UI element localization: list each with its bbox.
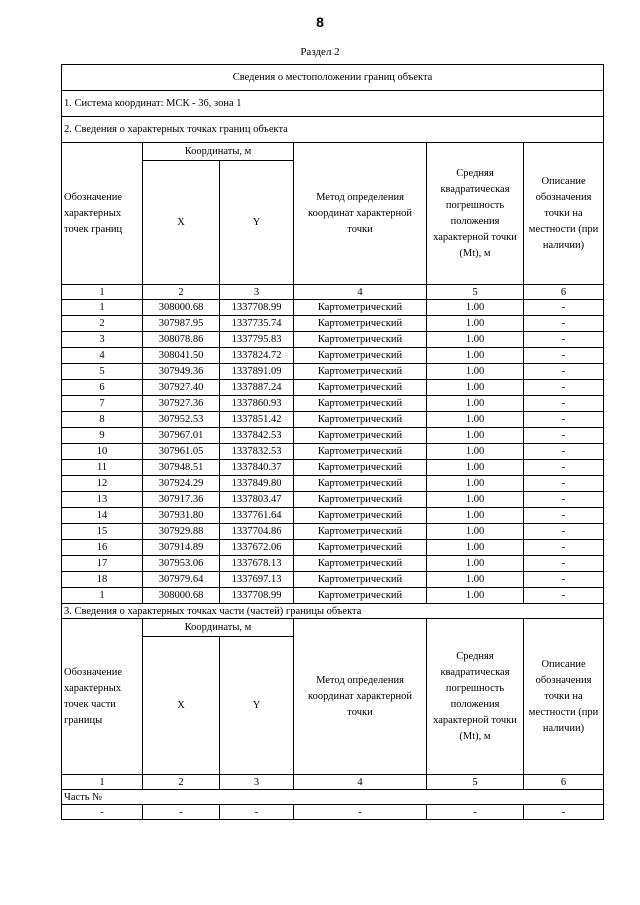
coord-system: 1. Система координат: МСК - 36, зона 1 [62, 91, 604, 117]
cell-description: - [524, 444, 604, 460]
table-row [62, 348, 604, 364]
cell-y: 1337803.47 [220, 492, 294, 508]
cell-point: 17 [62, 556, 143, 572]
cell-description: - [524, 364, 604, 380]
table-title: Сведения о местоположении границ объекта [62, 65, 604, 91]
cell-y: 1337887.24 [220, 380, 294, 396]
header-point-label-part: Обозначение характерных точек части границы [62, 619, 143, 775]
table-row [62, 396, 604, 412]
cell-method: - [294, 805, 427, 820]
cell-description: - [524, 476, 604, 492]
cell-method: Картометрический [294, 316, 427, 332]
header-y: Y [220, 161, 294, 285]
cell-method: Картометрический [294, 492, 427, 508]
cell-y: 1337672.06 [220, 540, 294, 556]
cell-accuracy: 1.00 [427, 300, 524, 316]
cell-x: 307949.36 [143, 364, 220, 380]
header-description: Описание обозначения точки на местности (при наличии) [524, 143, 604, 285]
cell-description: - [524, 396, 604, 412]
cell-x: 308000.68 [143, 300, 220, 316]
column-number: 3 [220, 285, 294, 300]
header-description-part: Описание обозначения точки на местности (при наличии) [524, 619, 604, 775]
cell-method: Картометрический [294, 300, 427, 316]
cell-accuracy: - [427, 805, 524, 820]
cell-description: - [524, 460, 604, 476]
column-number: 3 [220, 775, 294, 790]
cell-description: - [524, 540, 604, 556]
table-row [62, 540, 604, 556]
cell-y: 1337708.99 [220, 300, 294, 316]
cell-accuracy: 1.00 [427, 492, 524, 508]
cell-point: 14 [62, 508, 143, 524]
table-row [62, 572, 604, 588]
cell-description: - [524, 572, 604, 588]
table-row [62, 300, 604, 316]
cell-point: 4 [62, 348, 143, 364]
cell-x: 307948.51 [143, 460, 220, 476]
column-numbers [62, 285, 604, 300]
cell-y: 1337735.74 [220, 316, 294, 332]
table-row [62, 492, 604, 508]
cell-accuracy: 1.00 [427, 572, 524, 588]
cell-y: 1337704.86 [220, 524, 294, 540]
cell-point: 1 [62, 300, 143, 316]
cell-point: - [62, 805, 143, 820]
cell-accuracy: 1.00 [427, 460, 524, 476]
cell-y: - [220, 805, 294, 820]
cell-y: 1337761.64 [220, 508, 294, 524]
cell-description: - [524, 805, 604, 820]
table-row [62, 316, 604, 332]
cell-point: 3 [62, 332, 143, 348]
header-x-part: X [143, 637, 220, 775]
cell-y: 1337840.37 [220, 460, 294, 476]
cell-x: 307917.36 [143, 492, 220, 508]
cell-x: 307952.53 [143, 412, 220, 428]
table-row [62, 412, 604, 428]
table-row [62, 460, 604, 476]
cell-accuracy: 1.00 [427, 540, 524, 556]
header-accuracy: Средняя квадратическая погрешность положения характерной точки (Mt), м [427, 143, 524, 285]
header-x: X [143, 161, 220, 285]
column-number: 6 [524, 775, 604, 790]
cell-description: - [524, 412, 604, 428]
cell-accuracy: 1.00 [427, 428, 524, 444]
cell-x: 307979.64 [143, 572, 220, 588]
cell-point: 13 [62, 492, 143, 508]
cell-point: 18 [62, 572, 143, 588]
cell-accuracy: 1.00 [427, 556, 524, 572]
cell-point: 1 [62, 588, 143, 604]
column-numbers-part [62, 775, 604, 790]
cell-point: 8 [62, 412, 143, 428]
part-label: Часть № [62, 790, 604, 805]
cell-x: 308041.50 [143, 348, 220, 364]
cell-description: - [524, 588, 604, 604]
header-coords-part: Координаты, м [143, 619, 294, 637]
column-number: 4 [294, 775, 427, 790]
table-row [62, 805, 604, 820]
cell-method: Картометрический [294, 444, 427, 460]
cell-method: Картометрический [294, 572, 427, 588]
cell-accuracy: 1.00 [427, 524, 524, 540]
cell-method: Картометрический [294, 380, 427, 396]
cell-x: 307927.40 [143, 380, 220, 396]
cell-description: - [524, 556, 604, 572]
table-row [62, 556, 604, 572]
cell-x: 307931.80 [143, 508, 220, 524]
cell-method: Картометрический [294, 540, 427, 556]
column-number: 5 [427, 775, 524, 790]
cell-accuracy: 1.00 [427, 588, 524, 604]
table-row [62, 524, 604, 540]
cell-description: - [524, 508, 604, 524]
cell-accuracy: 1.00 [427, 316, 524, 332]
header-coords: Координаты, м [143, 143, 294, 161]
table-row [62, 380, 604, 396]
cell-description: - [524, 492, 604, 508]
cell-y: 1337842.53 [220, 428, 294, 444]
column-number: 4 [294, 285, 427, 300]
cell-x: 307987.95 [143, 316, 220, 332]
cell-description: - [524, 524, 604, 540]
column-number: 6 [524, 285, 604, 300]
table-row [62, 508, 604, 524]
cell-y: 1337851.42 [220, 412, 294, 428]
cell-x: 307961.05 [143, 444, 220, 460]
cell-x: 307924.29 [143, 476, 220, 492]
cell-method: Картометрический [294, 588, 427, 604]
cell-description: - [524, 380, 604, 396]
cell-y: 1337795.83 [220, 332, 294, 348]
cell-method: Картометрический [294, 412, 427, 428]
cell-method: Картометрический [294, 364, 427, 380]
table-row [62, 332, 604, 348]
section3-title: 3. Сведения о характерных точках части (частей) границы объекта [62, 604, 604, 619]
cell-x: 307967.01 [143, 428, 220, 444]
cell-y: 1337708.99 [220, 588, 294, 604]
cell-method: Картометрический [294, 332, 427, 348]
table-row [62, 364, 604, 380]
cell-method: Картометрический [294, 476, 427, 492]
cell-x: 308000.68 [143, 588, 220, 604]
cell-description: - [524, 332, 604, 348]
column-number: 1 [62, 775, 143, 790]
cell-y: 1337891.09 [220, 364, 294, 380]
boundary-table [61, 64, 604, 820]
cell-accuracy: 1.00 [427, 348, 524, 364]
cell-x: 308078.86 [143, 332, 220, 348]
cell-x: 307927.36 [143, 396, 220, 412]
cell-y: 1337860.93 [220, 396, 294, 412]
column-number: 1 [62, 285, 143, 300]
cell-method: Картометрический [294, 428, 427, 444]
cell-point: 15 [62, 524, 143, 540]
header-point-label: Обозначение характерных точек границ [62, 143, 143, 285]
column-number: 2 [143, 285, 220, 300]
cell-x: 307914.89 [143, 540, 220, 556]
cell-accuracy: 1.00 [427, 332, 524, 348]
header-method: Метод определения координат характерной точки [294, 143, 427, 285]
table-row [62, 444, 604, 460]
cell-y: 1337824.72 [220, 348, 294, 364]
cell-y: 1337849.80 [220, 476, 294, 492]
column-number: 2 [143, 775, 220, 790]
cell-method: Картометрический [294, 396, 427, 412]
cell-x: 307953.06 [143, 556, 220, 572]
cell-method: Картометрический [294, 524, 427, 540]
cell-accuracy: 1.00 [427, 380, 524, 396]
cell-accuracy: 1.00 [427, 444, 524, 460]
column-number: 5 [427, 285, 524, 300]
cell-description: - [524, 300, 604, 316]
cell-point: 12 [62, 476, 143, 492]
section-title: Раздел 2 [300, 46, 340, 58]
table-row [62, 428, 604, 444]
cell-description: - [524, 348, 604, 364]
cell-method: Картометрический [294, 508, 427, 524]
cell-y: 1337678.13 [220, 556, 294, 572]
cell-method: Картометрический [294, 460, 427, 476]
cell-point: 2 [62, 316, 143, 332]
header-y-part: Y [220, 637, 294, 775]
cell-point: 6 [62, 380, 143, 396]
table-row [62, 476, 604, 492]
cell-accuracy: 1.00 [427, 508, 524, 524]
cell-y: 1337697.13 [220, 572, 294, 588]
cell-point: 16 [62, 540, 143, 556]
cell-accuracy: 1.00 [427, 476, 524, 492]
cell-point: 11 [62, 460, 143, 476]
cell-x: 307929.88 [143, 524, 220, 540]
cell-method: Картометрический [294, 556, 427, 572]
page-number: 8 [316, 14, 324, 30]
cell-accuracy: 1.00 [427, 412, 524, 428]
table-row [62, 588, 604, 604]
cell-y: 1337832.53 [220, 444, 294, 460]
cell-description: - [524, 316, 604, 332]
cell-x: - [143, 805, 220, 820]
cell-point: 7 [62, 396, 143, 412]
section2-title: 2. Сведения о характерных точках границ объекта [62, 117, 604, 143]
cell-point: 5 [62, 364, 143, 380]
cell-description: - [524, 428, 604, 444]
cell-point: 9 [62, 428, 143, 444]
header-accuracy-part: Средняя квадратическая погрешность положения характерной точки (Mt), м [427, 619, 524, 775]
header-method-part: Метод определения координат характерной точки [294, 619, 427, 775]
cell-method: Картометрический [294, 348, 427, 364]
cell-accuracy: 1.00 [427, 396, 524, 412]
cell-point: 10 [62, 444, 143, 460]
cell-accuracy: 1.00 [427, 364, 524, 380]
